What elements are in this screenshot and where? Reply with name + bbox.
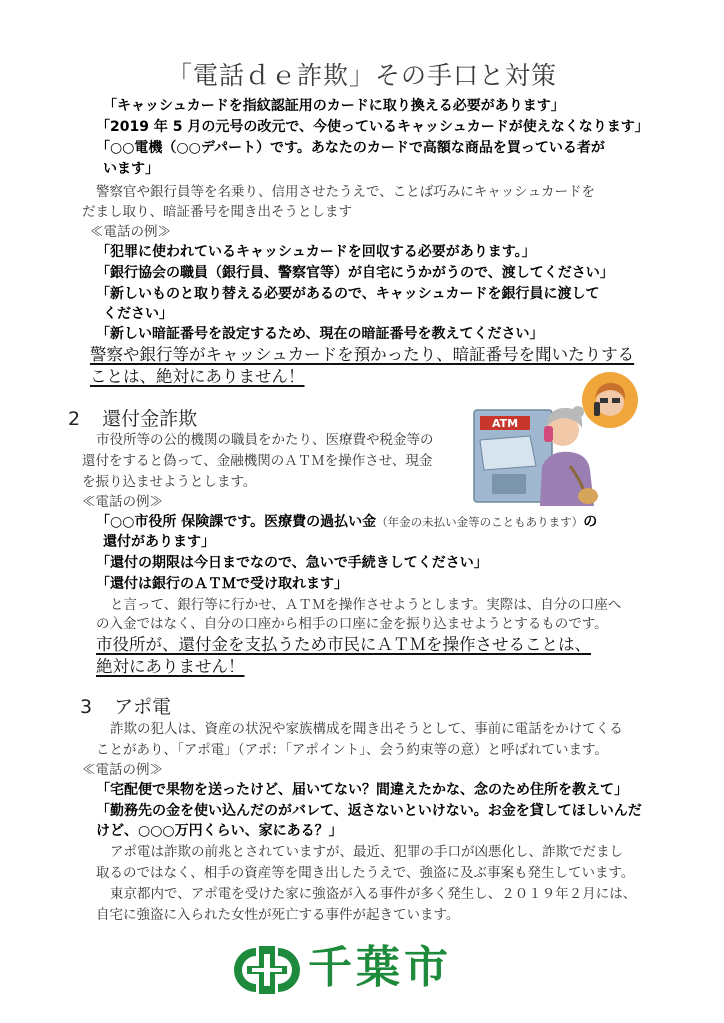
- example-new-pin: 「新しい暗証番号を設定するため、現在の暗証番号を教えてください」: [96, 326, 544, 342]
- quote-electronics-store: 「○○電機（○○デパート）です。あなたのカードで高額な商品を買っている者が: [96, 140, 605, 156]
- caller-phone-icon: [594, 402, 600, 416]
- example-city-hall-cont: 還付があります」: [103, 534, 215, 550]
- section2-number: 2: [68, 408, 81, 430]
- section2-title: 還付金詐欺: [102, 408, 198, 430]
- atm-sign-label: ATM: [491, 417, 519, 430]
- section1-warning-line1: 警察や銀行等がキャッシュカードを預かったり、暗証番号を聞いたりする: [90, 345, 635, 364]
- section2-warning-line1: 市役所が、還付金を支払うため市民にＡＴＭを操作させることは、: [96, 635, 591, 654]
- section2-body-line3: を振り込ませようとします。: [82, 474, 257, 490]
- example-embezzlement: 「勤務先の金を使い込んだのがバレて、返さないといけない。お金を貸してほしいんだ: [96, 803, 642, 819]
- example-replace-card: 「新しいものと取り替える必要があるので、キャッシュカードを銀行員に渡して: [96, 286, 600, 302]
- section3-body-line1: 詐欺の犯人は、資産の状況や家族構成を聞き出そうとして、事前に電話をかけてくる: [110, 721, 623, 737]
- example-city-hall-note: （年金の未払い金等のこともあります）: [376, 515, 584, 529]
- example-fruit-delivery: 「宅配便で果物を送ったけど、届いてない？間違えたかな、念のため住所を教えて」: [96, 782, 628, 798]
- quote-electronics-store-cont: います」: [103, 161, 159, 177]
- section3-example-label: ≪電話の例≫: [82, 762, 163, 778]
- section2-body-line2: 還付をすると偽って、金融機関のＡＴＭを操作させ、現金: [82, 453, 433, 469]
- atm-phone-illustration: [470, 370, 640, 506]
- section3-body2-line4: 自宅に強盗に入られた女性が死亡する事件が起きています。: [96, 907, 460, 923]
- section2-example-label: ≪電話の例≫: [82, 494, 163, 510]
- example-collect-card: 「犯罪に使われているキャッシュカードを回収する必要があります。」: [96, 244, 536, 260]
- quote-fingerprint-card: 「キャッシュカードを指紋認証用のカードに取り換える必要があります」: [103, 98, 565, 114]
- section3-body2-line3: 東京都内で、アポ電を受けた家に強盗が入る事件が多く発生し、２０１９年２月には、: [110, 886, 637, 902]
- example-refund-atm: 「還付は銀行のＡＴＭで受け取れます」: [96, 576, 348, 592]
- page-title: 「電話ｄｅ詐欺」その手口と対策: [166, 61, 557, 90]
- section1-warning-line2: ことは、絶対にありません！: [90, 367, 305, 386]
- section1-body-line2: だまし取り、暗証番号を聞き出そうとします: [82, 204, 352, 220]
- section3-body2-line1: アポ電は詐欺の前兆とされていますが、最近、犯罪の手口が凶悪化し、詐欺でだまし: [110, 844, 623, 860]
- chiba-city-emblem-icon: [230, 944, 304, 996]
- example-refund-deadline: 「還付の期限は今日までなので、急いで手続きしてください」: [96, 555, 488, 571]
- section3-body-line2: ことがあり、「アポ電」（アポ：「アポイント」、会う約束等の意）と呼ばれています。: [96, 742, 608, 758]
- section1-example-label: ≪電話の例≫: [90, 224, 171, 240]
- section2-body-line1: 市役所等の公的機関の職員をかたり、医療費や税金等の: [96, 432, 434, 448]
- example-embezzlement-cont: けど、○○○万円くらい、家にある？」: [96, 823, 343, 839]
- section2-explain-line2: の入金ではなく、自分の口座から相手の口座に金を振り込ませようとするものです。: [96, 616, 608, 632]
- phone-icon: [544, 426, 553, 442]
- example-bank-association: 「銀行協会の職員（銀行員、警察官等）が自宅にうかがうので、渡してください」: [96, 265, 614, 281]
- handbag-icon: [578, 488, 598, 504]
- example-city-hall: 「○○市役所 保険課です。医療費の過払い金（年金の未払い金等のこともあります）の: [96, 514, 598, 530]
- section3-title: アポ電: [114, 696, 172, 718]
- section3-number: 3: [80, 696, 93, 718]
- section3-body2-line2: 取るのではなく、相手の資産等を聞き出したうえで、強盗に及ぶ事案も発生しています。: [96, 865, 635, 881]
- section1-body-line1: 警察官や銀行員等を名乗り、信用させたうえで、ことば巧みにキャッシュカードを: [96, 184, 595, 200]
- chiba-city-logo-text: 千葉市: [308, 942, 452, 993]
- section2-explain-line1: と言って、銀行等に行かせ、ＡＴＭを操作させようとします。実際は、自分の口座へ: [110, 597, 622, 613]
- example-replace-card-cont: ください」: [103, 306, 173, 322]
- section2-warning-line2: 絶対にありません！: [96, 657, 245, 676]
- section3-heading: [80, 692, 171, 719]
- quote-era-change: 「2019 年 5 月の元号の改元で、今使っているキャッシュカードが使えなくなります」: [96, 119, 649, 135]
- section2-heading: [68, 404, 197, 431]
